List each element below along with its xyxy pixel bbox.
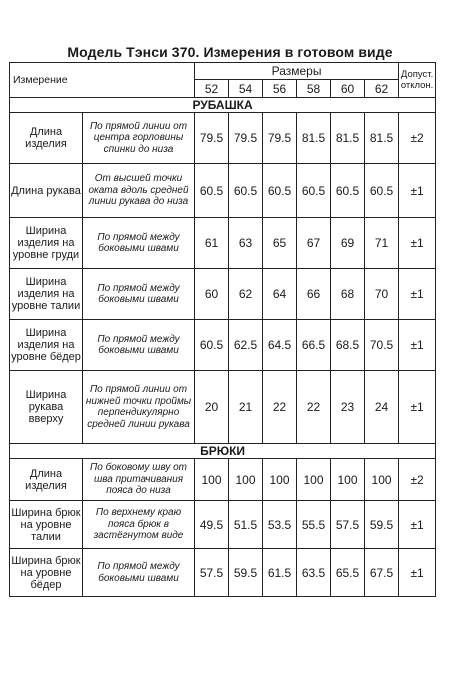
size-value: 70 [365,269,399,320]
header-measure: Измерение [10,63,195,98]
size-value: 79.5 [263,113,297,164]
page-title: Модель Тэнси 370. Измерения в готовом виде [67,44,393,60]
size-value: 65 [263,218,297,269]
tolerance-value: ±2 [399,113,436,164]
size-value: 81.5 [365,113,399,164]
size-value: 100 [195,459,229,501]
size-value: 66 [297,269,331,320]
size-header: 60 [331,80,365,98]
size-value: 24 [365,371,399,444]
size-value: 68 [331,269,365,320]
size-value: 57.5 [195,549,229,597]
size-header: 56 [263,80,297,98]
measure-description: По прямой между боковыми швами [83,320,195,371]
tolerance-value: ±1 [399,320,436,371]
measure-description: По прямой между боковыми швами [83,269,195,320]
measure-name: Длина изделия [10,459,83,501]
measure-description: От высшей точки оката вдоль средней линии рукава до низа [83,164,195,218]
size-value: 61 [195,218,229,269]
size-value: 51.5 [229,501,263,549]
size-value: 81.5 [297,113,331,164]
table-row [10,218,436,269]
size-header: 58 [297,80,331,98]
header-tolerance: Допуст. отклон. [399,63,436,98]
size-value: 69 [331,218,365,269]
size-value: 60.5 [297,164,331,218]
size-value: 61.5 [263,549,297,597]
measure-description: По верхнему краю пояса брюк в застёгнутом виде [83,501,195,549]
table-row [10,113,436,164]
size-value: 55.5 [297,501,331,549]
size-value: 70.5 [365,320,399,371]
size-value: 60 [195,269,229,320]
table-row [10,320,436,371]
size-value: 21 [229,371,263,444]
size-value: 60.5 [195,164,229,218]
tolerance-value: ±1 [399,269,436,320]
table-row [10,459,436,501]
size-value: 100 [331,459,365,501]
measure-name: Длина изделия [10,113,83,164]
size-value: 68.5 [331,320,365,371]
measure-name: Ширина брюк на уровне бёдер [10,549,83,597]
measure-description: По прямой между боковыми швами [83,218,195,269]
size-value: 60.5 [195,320,229,371]
measure-description: По прямой линии от центра горловины спинки до низа [83,113,195,164]
measure-name: Ширина изделия на уровне груди [10,218,83,269]
tolerance-value: ±1 [399,164,436,218]
size-value: 22 [263,371,297,444]
size-value: 60.5 [365,164,399,218]
size-header: 62 [365,80,399,98]
size-value: 59.5 [365,501,399,549]
size-value: 20 [195,371,229,444]
size-value: 81.5 [331,113,365,164]
tolerance-value: ±1 [399,371,436,444]
size-value: 71 [365,218,399,269]
size-value: 63 [229,218,263,269]
size-value: 22 [297,371,331,444]
size-value: 100 [263,459,297,501]
size-value: 64 [263,269,297,320]
table-row [10,549,436,597]
size-value: 65.5 [331,549,365,597]
measure-name: Ширина изделия на уровне бёдер [10,320,83,371]
table-row [10,164,436,218]
size-value: 62 [229,269,263,320]
size-value: 23 [331,371,365,444]
tolerance-value: ±1 [399,501,436,549]
tolerance-value: ±1 [399,218,436,269]
size-value: 60.5 [229,164,263,218]
table-row [10,371,436,444]
measure-name: Ширина изделия на уровне талии [10,269,83,320]
size-value: 53.5 [263,501,297,549]
tolerance-value: ±2 [399,459,436,501]
size-value: 60.5 [331,164,365,218]
section-title: РУБАШКА [10,98,436,113]
measure-description: По прямой линии от нижней точки проймы перпендикулярно средней линии рукава [83,371,195,444]
header-sizes: Размеры [195,63,399,80]
size-value: 67.5 [365,549,399,597]
measure-name: Ширина брюк на уровне талии [10,501,83,549]
size-value: 100 [229,459,263,501]
size-header: 52 [195,80,229,98]
size-value: 67 [297,218,331,269]
size-value: 57.5 [331,501,365,549]
tolerance-value: ±1 [399,549,436,597]
size-value: 60.5 [263,164,297,218]
measurements-table [9,62,436,597]
measure-description: По прямой между боковыми швами [83,549,195,597]
size-value: 100 [297,459,331,501]
size-value: 79.5 [229,113,263,164]
size-header: 54 [229,80,263,98]
size-value: 59.5 [229,549,263,597]
table-row [10,269,436,320]
size-value: 64.5 [263,320,297,371]
measure-name: Длина рукава [10,164,83,218]
measure-name: Ширина рукава вверху [10,371,83,444]
size-value: 79.5 [195,113,229,164]
size-value: 66.5 [297,320,331,371]
size-value: 63.5 [297,549,331,597]
section-title: БРЮКИ [10,444,436,459]
size-value: 100 [365,459,399,501]
size-value: 62.5 [229,320,263,371]
measure-description: По боковому шву от шва притачивания пояса до низа [83,459,195,501]
table-row [10,501,436,549]
size-value: 49.5 [195,501,229,549]
